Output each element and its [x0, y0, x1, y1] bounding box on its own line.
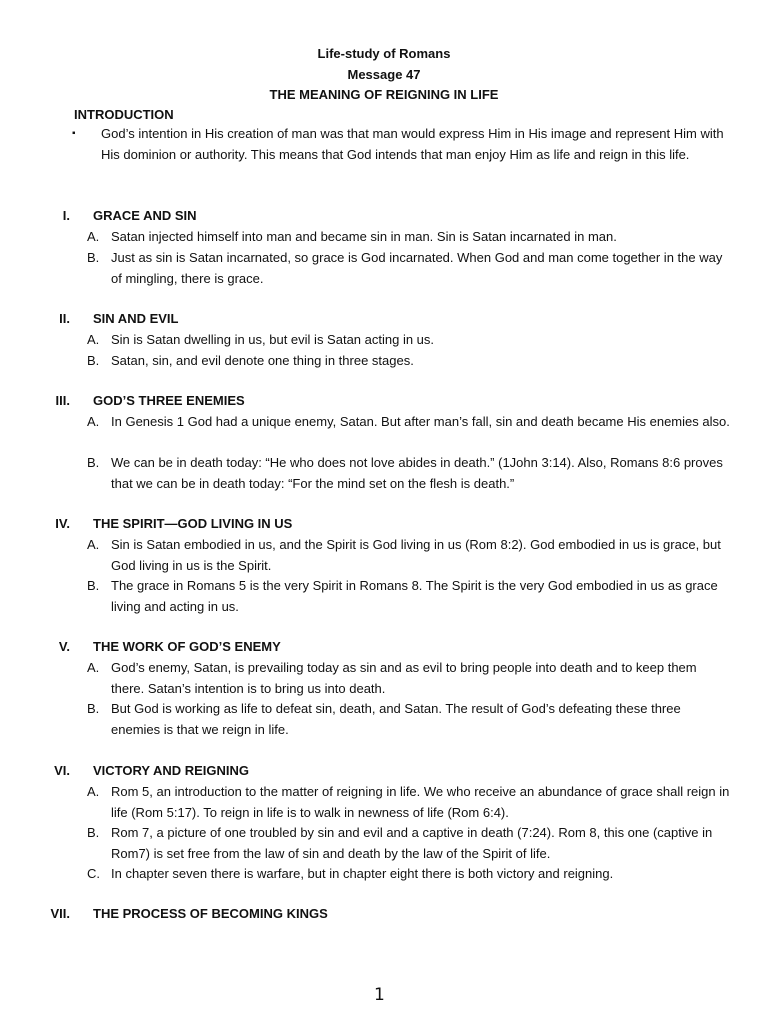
section-title: THE WORK OF GOD’S ENEMY: [93, 639, 281, 654]
section-title: VICTORY AND REIGNING: [93, 763, 250, 778]
item-text: God’s enemy, Satan, is prevailing today as sin and as evil to bring people into death and to keep them there. Satan’s intention is to bring us into death.: [111, 660, 697, 696]
section-number: IV.: [55, 516, 70, 531]
item-text: In Genesis 1 God had a unique enemy, Satan. But after man’s fall, sin and death became His enemies also.: [111, 414, 730, 429]
square-bullet-icon: ▪: [72, 128, 76, 139]
item-text: The grace in Romans 5 is the very Spirit in Romans 8. The Spirit is the very God embodied in us as grace living and acting in us.: [111, 578, 718, 614]
item-label: A.: [87, 332, 100, 347]
item-label: B.: [87, 250, 100, 265]
item-text: We can be in death today: “He who does not love abides in death.” (1John 3:14). Also, Romans 8:6 proves that we can be in death today: “For the mind set on the flesh is death.”: [111, 455, 723, 491]
section-number: II.: [59, 311, 70, 326]
message-number: Message 47: [347, 66, 421, 82]
item-text: Sin is Satan dwelling in us, but evil is Satan acting in us.: [111, 332, 435, 347]
intro-heading: INTRODUCTION: [74, 107, 174, 122]
item-text: Satan, sin, and evil denote one thing in three stages.: [111, 353, 414, 368]
item-label: A.: [87, 660, 100, 675]
message-title: THE MEANING OF REIGNING IN LIFE: [269, 87, 499, 102]
item-label: B.: [87, 353, 100, 368]
series-title: Life-study of Romans: [317, 46, 451, 61]
section-number: V.: [58, 639, 70, 654]
item-text: Just as sin is Satan incarnated, so grace is God incarnated. When God and man come together in the way of mingling, there is grace.: [111, 250, 723, 286]
section-number: VII.: [50, 906, 70, 921]
section-title: GOD’S THREE ENEMIES: [93, 393, 245, 408]
section-title: SIN AND EVIL: [93, 311, 179, 326]
section-title: THE SPIRIT—GOD LIVING IN US: [93, 516, 293, 531]
item-text: But God is working as life to defeat sin, death, and Satan. The result of God’s defeating these three enemies is that we reign in life.: [111, 701, 681, 737]
item-label: B.: [87, 701, 100, 716]
item-text: In chapter seven there is warfare, but in chapter eight there is both victory and reigning.: [111, 866, 614, 881]
section-title: GRACE AND SIN: [93, 208, 197, 223]
item-label: B.: [87, 455, 100, 470]
page-number: 1: [374, 985, 385, 1005]
item-label: A.: [87, 784, 100, 799]
section-number: III.: [55, 393, 70, 408]
item-label: A.: [87, 414, 100, 429]
item-text: Sin is Satan embodied in us, and the Spirit is God living in us (Rom 8:2). God embodied in us is grace, but God living in us is the Spirit.: [111, 537, 721, 573]
section-title: THE PROCESS OF BECOMING KINGS: [93, 906, 328, 921]
item-text: Satan injected himself into man and became sin in man. Sin is Satan incarnated in man.: [111, 229, 617, 244]
item-text: Rom 7, a picture of one troubled by sin and evil and a captive in death (7:24). Rom 8, this one (captive in Rom7) is set free from the law of sin and death by the law of the Spirit of life.: [111, 825, 713, 861]
item-label: C.: [87, 866, 100, 881]
section-number: VI.: [54, 763, 70, 778]
item-label: A.: [87, 229, 100, 244]
item-label: B.: [87, 578, 100, 593]
item-label: B.: [87, 825, 100, 840]
section-number: I.: [62, 208, 70, 223]
item-label: A.: [87, 537, 100, 552]
intro-text: God’s intention in His creation of man was that man would express Him in His image and represent Him with His dominion or authority. This means that God intends that man enjoy Him as life and reign in this life.: [101, 126, 724, 162]
document-header: [0, 44, 768, 106]
item-text: Rom 5, an introduction to the matter of reigning in life. We who receive an abundance of grace shall reign in life (Rom 5:17). To reign in life is to walk in newness of life (Rom 6:4).: [111, 784, 730, 820]
